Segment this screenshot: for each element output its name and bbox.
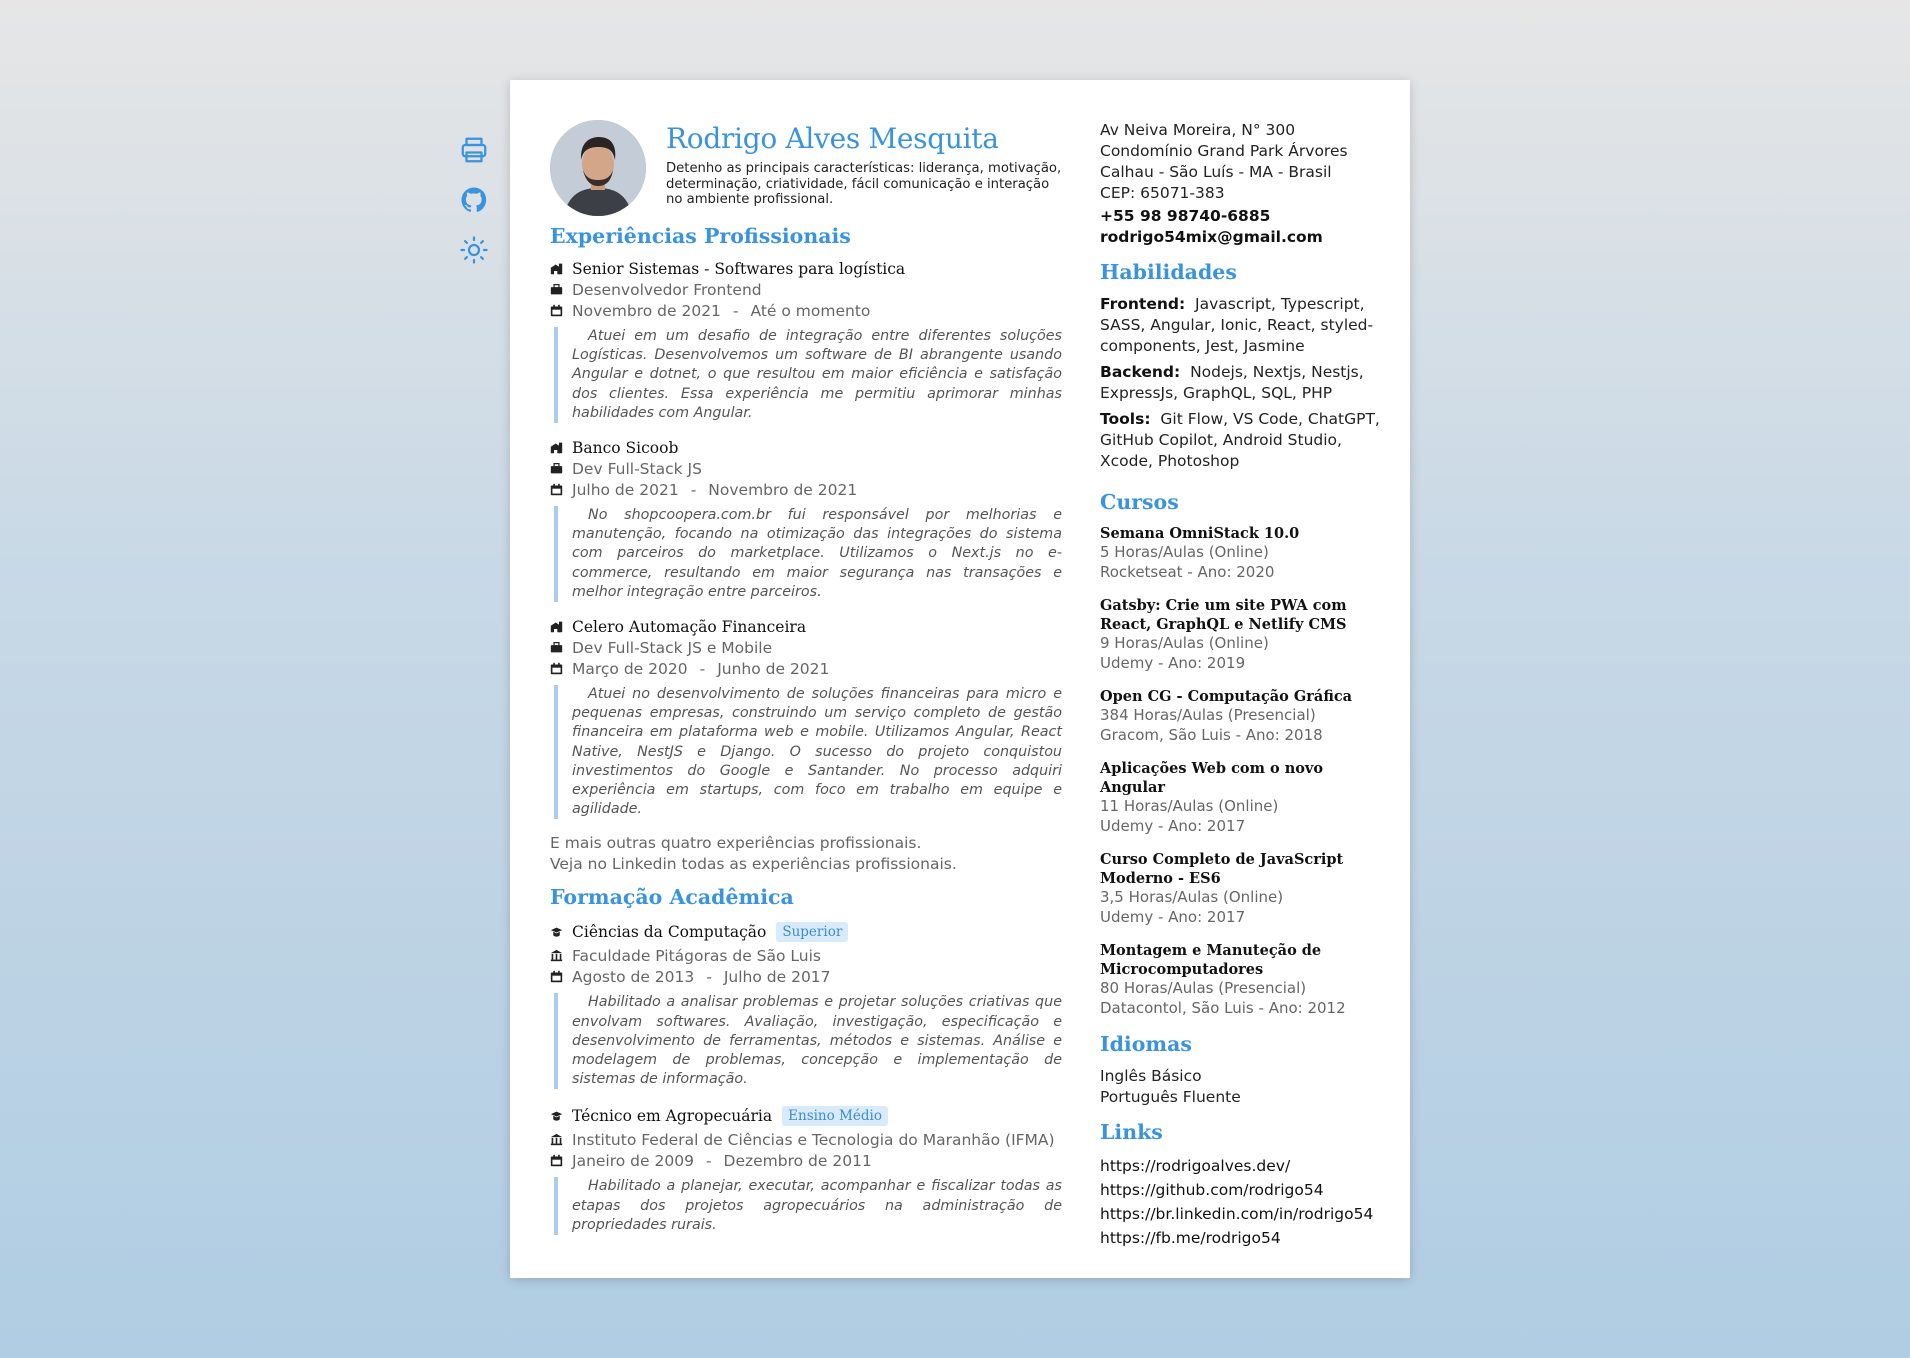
education-item [550,1103,1062,1235]
education-item [550,919,1062,1089]
education-course: Ciências da Computação [572,923,767,942]
language-item: Inglês Básico [1100,1067,1202,1085]
more-experiences: E mais outras quatro experiências profissionais. [550,834,922,853]
contact-block [1100,120,1390,248]
building-icon [550,441,563,454]
experience-start: Novembro de 2021 [572,301,721,320]
course-item [1100,941,1390,1018]
resume-page [510,80,1410,1278]
address-line: Calhau - São Luís - MA - Brasil [1100,163,1332,181]
calendar-icon [550,304,563,317]
course-hours: 384 Horas/Aulas (Presencial) [1100,706,1316,724]
linkedin-note: Veja no Linkedin todas as experiências profissionais. [550,855,957,874]
experience-role: Dev Full-Stack JS [572,459,702,478]
link-website[interactable]: https://rodrigoalves.dev/ [1100,1157,1291,1175]
experience-start: Julho de 2021 [572,480,679,499]
institution-icon [550,949,563,962]
sun-icon [459,235,489,265]
skill-label: Frontend: [1100,295,1186,313]
experience-role: Desenvolvedor Frontend [572,280,762,299]
experience-item [550,616,1062,819]
experience-role: Dev Full-Stack JS e Mobile [572,638,773,657]
course-org: Gracom, São Luis - Ano: 2018 [1100,725,1323,744]
graduation-cap-icon [550,1110,563,1123]
right-column [1100,120,1390,1250]
page-title: Rodrigo Alves Mesquita [666,122,999,155]
date-separator: - [690,480,697,499]
profile-photo [550,120,646,216]
skill-tools [1100,409,1390,472]
address-line: Av Neiva Moreira, N° 300 [1100,121,1296,139]
education-institution: Instituto Federal de Ciências e Tecnologia do Maranhão (IFMA) [572,1130,1055,1149]
building-icon [550,620,563,633]
building-icon [550,262,563,275]
briefcase-icon [550,462,563,475]
link-linkedin[interactable]: https://br.linkedin.com/in/rodrigo54 [1100,1205,1374,1223]
experience-item [550,437,1062,602]
resume-header [550,120,1062,216]
links-title: Links [1100,1120,1163,1144]
experience-description: Atuei no desenvolvimento de soluções financeiras para micro e pequenas empresas, construindo um serviço completo de gestão financeira em plataforma web e mobile. Utilizamos Angular, React Native, NestJS e Django. O sucesso do projeto conquistou investimentos do Google e Santander. No processo adquiri experiência em startups, com foco em trabalho em equipe e agilidade. [554,685,1062,819]
experience-end: Até o momento [750,301,871,320]
course-hours: 80 Horas/Aulas (Presencial) [1100,979,1307,997]
course-org: Datacontol, São Luis - Ano: 2012 [1100,998,1346,1017]
course-hours: 5 Horas/Aulas (Online) [1100,543,1269,561]
side-toolbar [456,136,492,264]
course-org: Rocketseat - Ano: 2020 [1100,562,1275,581]
course-item [1100,759,1390,836]
skill-label: Backend: [1100,363,1181,381]
graduation-cap-icon [550,926,563,939]
experience-company: Banco Sicoob [572,438,679,457]
experience-end: Novembro de 2021 [708,480,858,499]
course-hours: 3,5 Horas/Aulas (Online) [1100,888,1284,906]
print-button[interactable] [456,136,492,164]
github-icon [459,185,489,215]
education-start: Janeiro de 2009 [572,1151,694,1170]
institution-icon [550,1133,563,1146]
github-button[interactable] [456,186,492,214]
course-item [1100,524,1390,582]
courses-title: Cursos [1100,490,1179,514]
language-item: Português Fluente [1100,1088,1241,1106]
course-name: Aplicações Web com o novo Angular [1100,760,1324,796]
calendar-icon [550,1154,563,1167]
date-separator: - [706,967,712,986]
printer-icon [459,135,489,165]
experience-description: Atuei em um desafio de integração entre diferentes soluções Logísticas. Desenvolvemos um software de BI abrangente usando Angular e dotnet, o que resultou em maior eficiência e satisfação dos clientes. Essa experiência me permitiu aprimorar minhas habilidades com Angular. [554,327,1062,423]
education-course: Técnico em Agropecuária [572,1107,773,1126]
calendar-icon [550,483,563,496]
date-separator: - [705,1151,712,1170]
course-hours: 11 Horas/Aulas (Online) [1100,797,1279,815]
address-line: Condomínio Grand Park Árvores [1100,142,1348,160]
link-facebook[interactable]: https://fb.me/rodrigo54 [1100,1229,1281,1247]
course-org: Udemy - Ano: 2019 [1100,653,1246,672]
experience-company: Senior Sistemas - Softwares para logística [572,259,906,278]
experience-end: Junho de 2021 [717,659,830,678]
date-separator: - [732,301,739,320]
course-hours: 9 Horas/Aulas (Online) [1100,634,1269,652]
skill-values: Nodejs, Nextjs, Nestjs, ExpressJs, GraphQL, SQL, PHP [1100,363,1364,402]
course-name: Curso Completo de JavaScript Moderno - ES6 [1100,851,1344,887]
email[interactable]: rodrigo54mix@gmail.com [1100,228,1323,246]
languages-title: Idiomas [1100,1032,1192,1056]
education-badge: Superior [776,922,848,942]
education-description: Habilitado a planejar, executar, acompanhar e fiscalizar todas as etapas dos projetos agropecuários na administração de propriedades rurais. [554,1177,1062,1235]
theme-toggle-button[interactable] [456,236,492,264]
course-name: Montagem e Manuteção de Microcomputadores [1100,942,1322,978]
skills-title: Habilidades [1100,260,1237,284]
calendar-icon [550,662,563,675]
date-separator: - [699,659,706,678]
course-org: Udemy - Ano: 2017 [1100,816,1246,835]
education-description: Habilitado a analisar problemas e projetar soluções criativas que envolvam softwares. Avaliação, investigação, especificação e desenvolvimento de ferramentas, métodos e sistemas. Análise e modelagem de problemas, concepção e implementação de sistemas de informação. [554,993,1062,1089]
course-item [1100,850,1390,927]
education-badge: Ensino Médio [782,1106,888,1126]
education-title: Formação Acadêmica [550,885,794,910]
education-start: Agosto de 2013 [572,967,695,986]
education-end: Julho de 2017 [723,967,831,986]
experience-description: No shopcoopera.com.br fui responsável por melhorias e manutenção, focando na otimização das integrações do sistema com parceiros do marketplace. Utilizamos o Next.js no e-commerce, resultando em maior segurança nas transações e melhor integração entre parceiros. [554,506,1062,602]
skill-frontend [1100,294,1390,357]
calendar-icon [550,970,563,983]
phone[interactable]: +55 98 98740-6885 [1100,207,1271,225]
experience-company: Celero Automação Financeira [572,617,807,636]
experience-title: Experiências Profissionais [550,224,851,248]
link-github[interactable]: https://github.com/rodrigo54 [1100,1181,1324,1199]
skill-values: Javascript, Typescript, SASS, Angular, Ionic, React, styled-components, Jest, Jasmine [1100,295,1374,355]
course-name: Open CG - Computação Gráfica [1100,688,1353,705]
course-name: Gatsby: Crie um site PWA com React, GraphQL e Netlify CMS [1100,597,1347,633]
tagline: Detenho as principais características: liderança, motivação, determinação, criatividade, fácil comunicação e interação no ambiente profissional. [666,161,1062,207]
avatar [550,120,646,216]
education-institution: Faculdade Pitágoras de São Luis [572,946,821,965]
briefcase-icon [550,283,563,296]
course-name: Semana OmniStack 10.0 [1100,525,1300,542]
skill-values: Git Flow, VS Code, ChatGPT, GitHub Copilot, Android Studio, Xcode, Photoshop [1100,410,1380,470]
course-item [1100,687,1390,745]
education-end: Dezembro de 2011 [723,1151,872,1170]
experience-item [550,258,1062,423]
experience-start: Março de 2020 [572,659,688,678]
briefcase-icon [550,641,563,654]
course-item [1100,596,1390,673]
skill-backend [1100,362,1390,404]
cep: CEP: 65071-383 [1100,184,1225,202]
left-column [550,120,1062,1249]
course-org: Udemy - Ano: 2017 [1100,907,1246,926]
skill-label: Tools: [1100,410,1151,428]
